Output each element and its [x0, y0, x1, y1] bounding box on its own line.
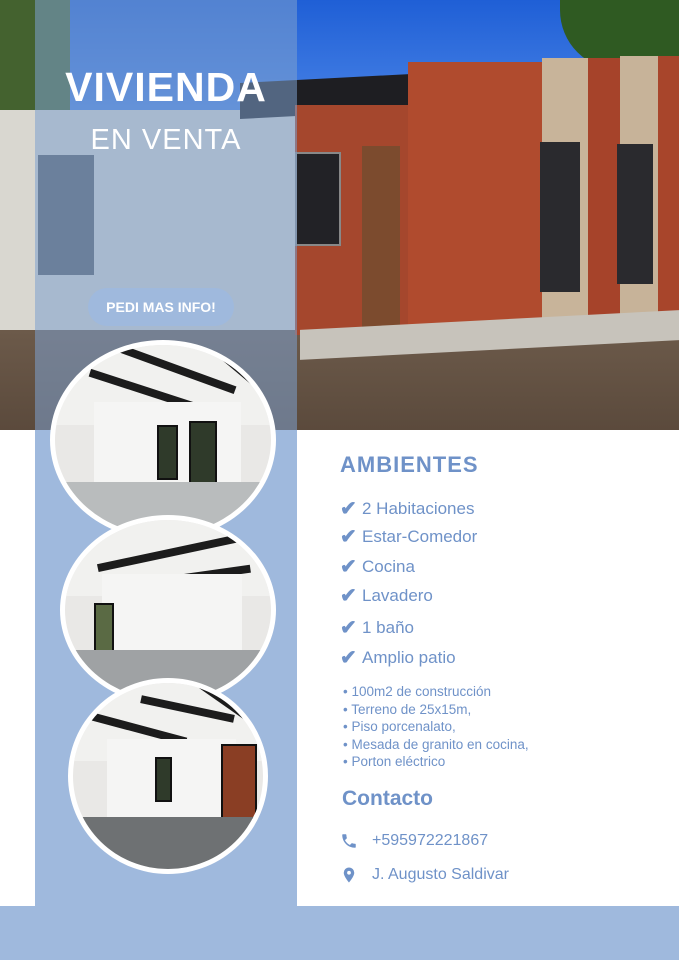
feature-item: • Porton eléctrico	[343, 754, 446, 770]
amenity-label: Amplio patio	[362, 647, 456, 667]
contact-location	[340, 866, 509, 884]
check-icon: ✔	[340, 526, 357, 548]
house-door	[362, 146, 400, 332]
room-photo-2	[60, 515, 276, 705]
check-icon: ✔	[340, 585, 357, 607]
feature-item: • Piso porcenalato,	[343, 719, 456, 735]
amenity-item	[340, 554, 415, 579]
house-window	[295, 152, 341, 246]
brick-wall	[588, 58, 620, 318]
ambientes-heading: AMBIENTES	[340, 452, 479, 477]
page-title: VIVIENDA	[65, 64, 267, 110]
amenity-item	[340, 524, 477, 549]
amenity-label: Lavadero	[362, 585, 433, 605]
amenity-label: 2 Habitaciones	[362, 498, 475, 518]
brick-wall	[658, 56, 679, 314]
page-subtitle: EN VENTA	[90, 124, 242, 156]
contact-heading: Contacto	[342, 787, 433, 810]
feature-item: • Mesada de granito en cocina,	[343, 736, 529, 752]
footer-band	[0, 906, 679, 960]
brick-wall	[408, 62, 548, 337]
amenity-label: 1 baño	[362, 617, 414, 637]
check-icon: ✔	[340, 498, 357, 520]
room-photo-3	[68, 678, 268, 874]
amenity-item	[340, 496, 474, 521]
feature-item: • Terreno de 25x15m,	[343, 701, 472, 717]
amenity-label: Cocina	[362, 556, 415, 576]
location-label: J. Augusto Saldivar	[372, 866, 509, 883]
amenity-item	[340, 645, 456, 670]
feature-item: • 100m2 de construcción	[343, 684, 492, 699]
more-info-button[interactable]: PEDI MAS INFO!	[88, 288, 234, 326]
contact-phone[interactable]	[340, 832, 488, 850]
check-icon: ✔	[340, 556, 357, 578]
house-window	[617, 144, 653, 284]
room-photo-1	[50, 340, 276, 540]
amenity-item	[340, 615, 414, 640]
phone-icon	[340, 832, 358, 850]
features-list	[343, 683, 529, 771]
amenity-item	[340, 583, 433, 608]
phone-number: +595972221867	[372, 832, 489, 849]
amenity-label: Estar-Comedor	[362, 526, 478, 546]
house-window	[540, 142, 580, 292]
check-icon: ✔	[340, 617, 357, 639]
location-pin-icon	[340, 866, 358, 884]
check-icon: ✔	[340, 647, 357, 669]
